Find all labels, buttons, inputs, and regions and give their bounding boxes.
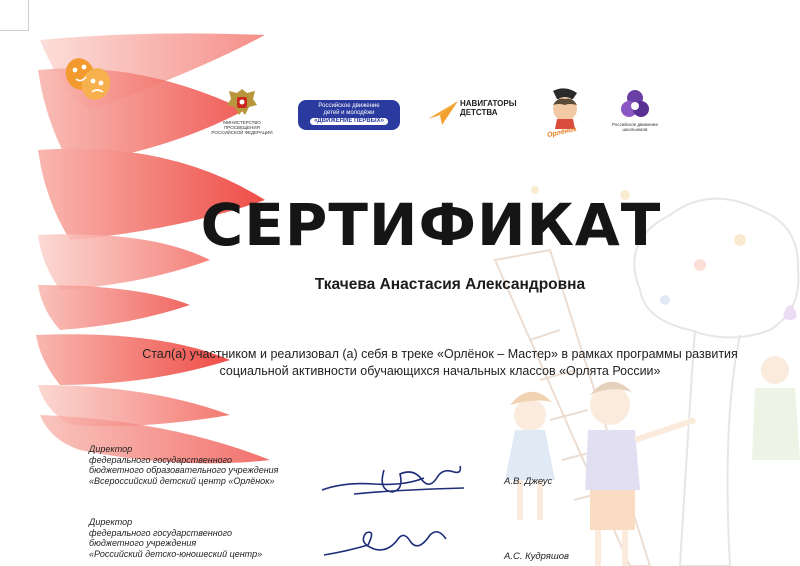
dvizhenie-pervykh-logo <box>298 100 400 130</box>
navigatory-line-1: НАВИГАТОРЫ <box>460 99 517 108</box>
signatory-1-position-line: Директор <box>89 444 133 454</box>
orlenok-logo <box>543 85 587 147</box>
coat-of-arms-icon <box>225 85 259 119</box>
signatory-2-position-line: «Российский детско-юношеский центр» <box>89 548 263 559</box>
orlenok-face-icon <box>543 85 587 129</box>
partner-logos <box>0 85 800 155</box>
signatory-2-position-line: федерального государственного <box>89 527 233 538</box>
rdsh-caption: Российское движение школьников <box>612 122 658 132</box>
signatory-1-position-line: федерального государственного <box>89 454 233 465</box>
signatory-2-name: А.С. Кудряшов <box>504 551 569 562</box>
signature-1-mark <box>314 460 474 500</box>
signatory-1-name: А.В. Джеус <box>504 476 553 487</box>
signatory-2-position-line: Директор <box>89 517 133 527</box>
ministry-logo <box>208 85 276 135</box>
signatory-1-position <box>89 444 279 486</box>
navigatory-line-2: ДЕТСТВА <box>460 107 498 117</box>
navigatory-text <box>460 100 517 117</box>
rdsh-emblem-icon <box>619 89 651 121</box>
dvizhenie-line-3: «ДВИЖЕНИЕ ПЕРВЫХ» <box>310 118 388 125</box>
certificate-body: Стал(а) участником и реализовал (а) себя в треке «Орлёнок – Мастер» в рамках программы развития социальной активности обучающихся начальных классов «Орлята России» <box>142 347 738 378</box>
certificate-title: СЕРТИФИКАТ <box>200 191 662 259</box>
recipient-name: Ткачева Анастасия Александровна <box>314 276 586 293</box>
signatory-2-position-line: бюджетного учреждения <box>89 538 197 548</box>
signature-2-mark <box>318 523 458 563</box>
dvizhenie-line-2: детей и молодёжи <box>323 110 375 116</box>
signatory-1-position-line: бюджетного образовательного учреждения <box>89 465 279 475</box>
signatory-2-position <box>89 517 262 559</box>
dvizhenie-line-1: Российское движение <box>318 103 380 109</box>
ministry-caption: МИНИСТЕРСТВО ПРОСВЕЩЕНИЯ РОССИЙСКОЙ ФЕДЕРАЦИИ <box>211 120 273 135</box>
signatory-1-position-line: «Всероссийский детский центр «Орлёнок» <box>89 475 275 486</box>
paper-plane-icon <box>426 97 460 129</box>
orlenok-text: Орлёнок <box>546 125 578 140</box>
navigatory-detstva-logo <box>426 97 524 131</box>
rdsh-logo <box>610 89 660 132</box>
